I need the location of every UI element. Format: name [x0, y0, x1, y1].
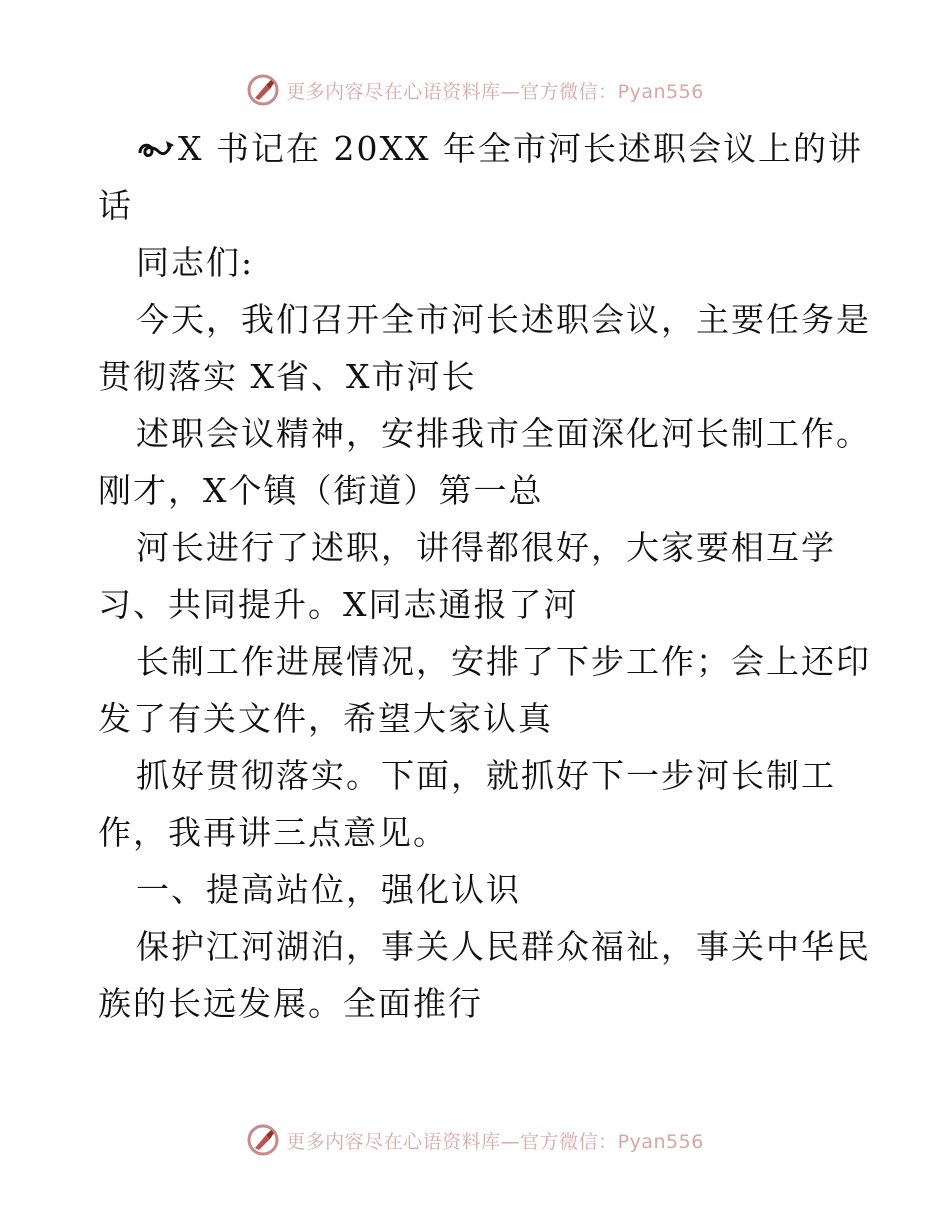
document-title: [98, 120, 863, 177]
decorative-swirl-icon: [136, 133, 176, 163]
paragraph-line: 同志们:: [136, 243, 255, 282]
paragraph-line: 发了有关文件，希望大家认真: [98, 699, 553, 738]
paragraph-line: 保护江河湖泊，事关人民群众福祉，事关中华民: [136, 927, 871, 966]
paragraph-line: 习、共同提升。X同志通报了河: [98, 585, 579, 624]
footer-banner: [0, 1120, 950, 1160]
pen-nib-logo-icon: [246, 73, 280, 107]
paragraph-line: 长制工作进展情况，安排了下步工作；会上还印: [136, 642, 871, 681]
title-line-1: X 书记在 20XX 年全市河长述职会议上的讲: [178, 129, 863, 168]
paragraph-line: 作，我再讲三点意见。: [98, 813, 448, 852]
paragraph-line: 一、提高站位，强化认识: [136, 870, 521, 909]
header-banner: [0, 70, 950, 110]
document-body: [98, 120, 871, 1032]
paragraph-line: 刚才，X个镇（街道）第一总: [98, 471, 544, 510]
pen-nib-logo-icon: [246, 1123, 280, 1157]
title-line-2: 话: [98, 186, 133, 225]
paragraph-line: 贯彻落实 X省、X市河长: [98, 357, 477, 396]
paragraph-line: 今天，我们召开全市河长述职会议，主要任务是: [136, 300, 871, 339]
paragraph-line: 族的长远发展。全面推行: [98, 984, 483, 1023]
paragraph-line: 述职会议精神，安排我市全面深化河长制工作。: [136, 414, 871, 453]
paragraph-line: 河长进行了述职，讲得都很好，大家要相互学: [136, 528, 836, 567]
paragraph-line: 抓好贯彻落实。下面，就抓好下一步河长制工: [136, 756, 836, 795]
banner-text: 更多内容尽在心语资料库—官方微信：Pyan556: [286, 80, 704, 103]
banner-text: 更多内容尽在心语资料库—官方微信：Pyan556: [286, 1130, 704, 1153]
